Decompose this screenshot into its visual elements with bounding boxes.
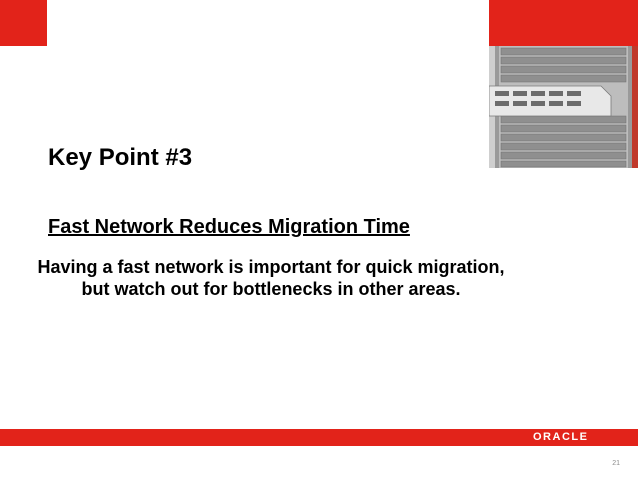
oracle-logo: ORACLE: [533, 431, 589, 443]
red-corner-block-right: [489, 0, 638, 46]
page-number: 21: [612, 460, 620, 467]
red-corner-block-left: [0, 0, 47, 46]
slide-body-text: Having a fast network is important for quick migration, but watch out for bottlenecks in other areas.: [37, 257, 505, 299]
slide-title: Key Point #3: [48, 144, 193, 171]
server-rack-image: [489, 46, 638, 168]
slide-subtitle: Fast Network Reduces Migration Time: [48, 216, 410, 238]
